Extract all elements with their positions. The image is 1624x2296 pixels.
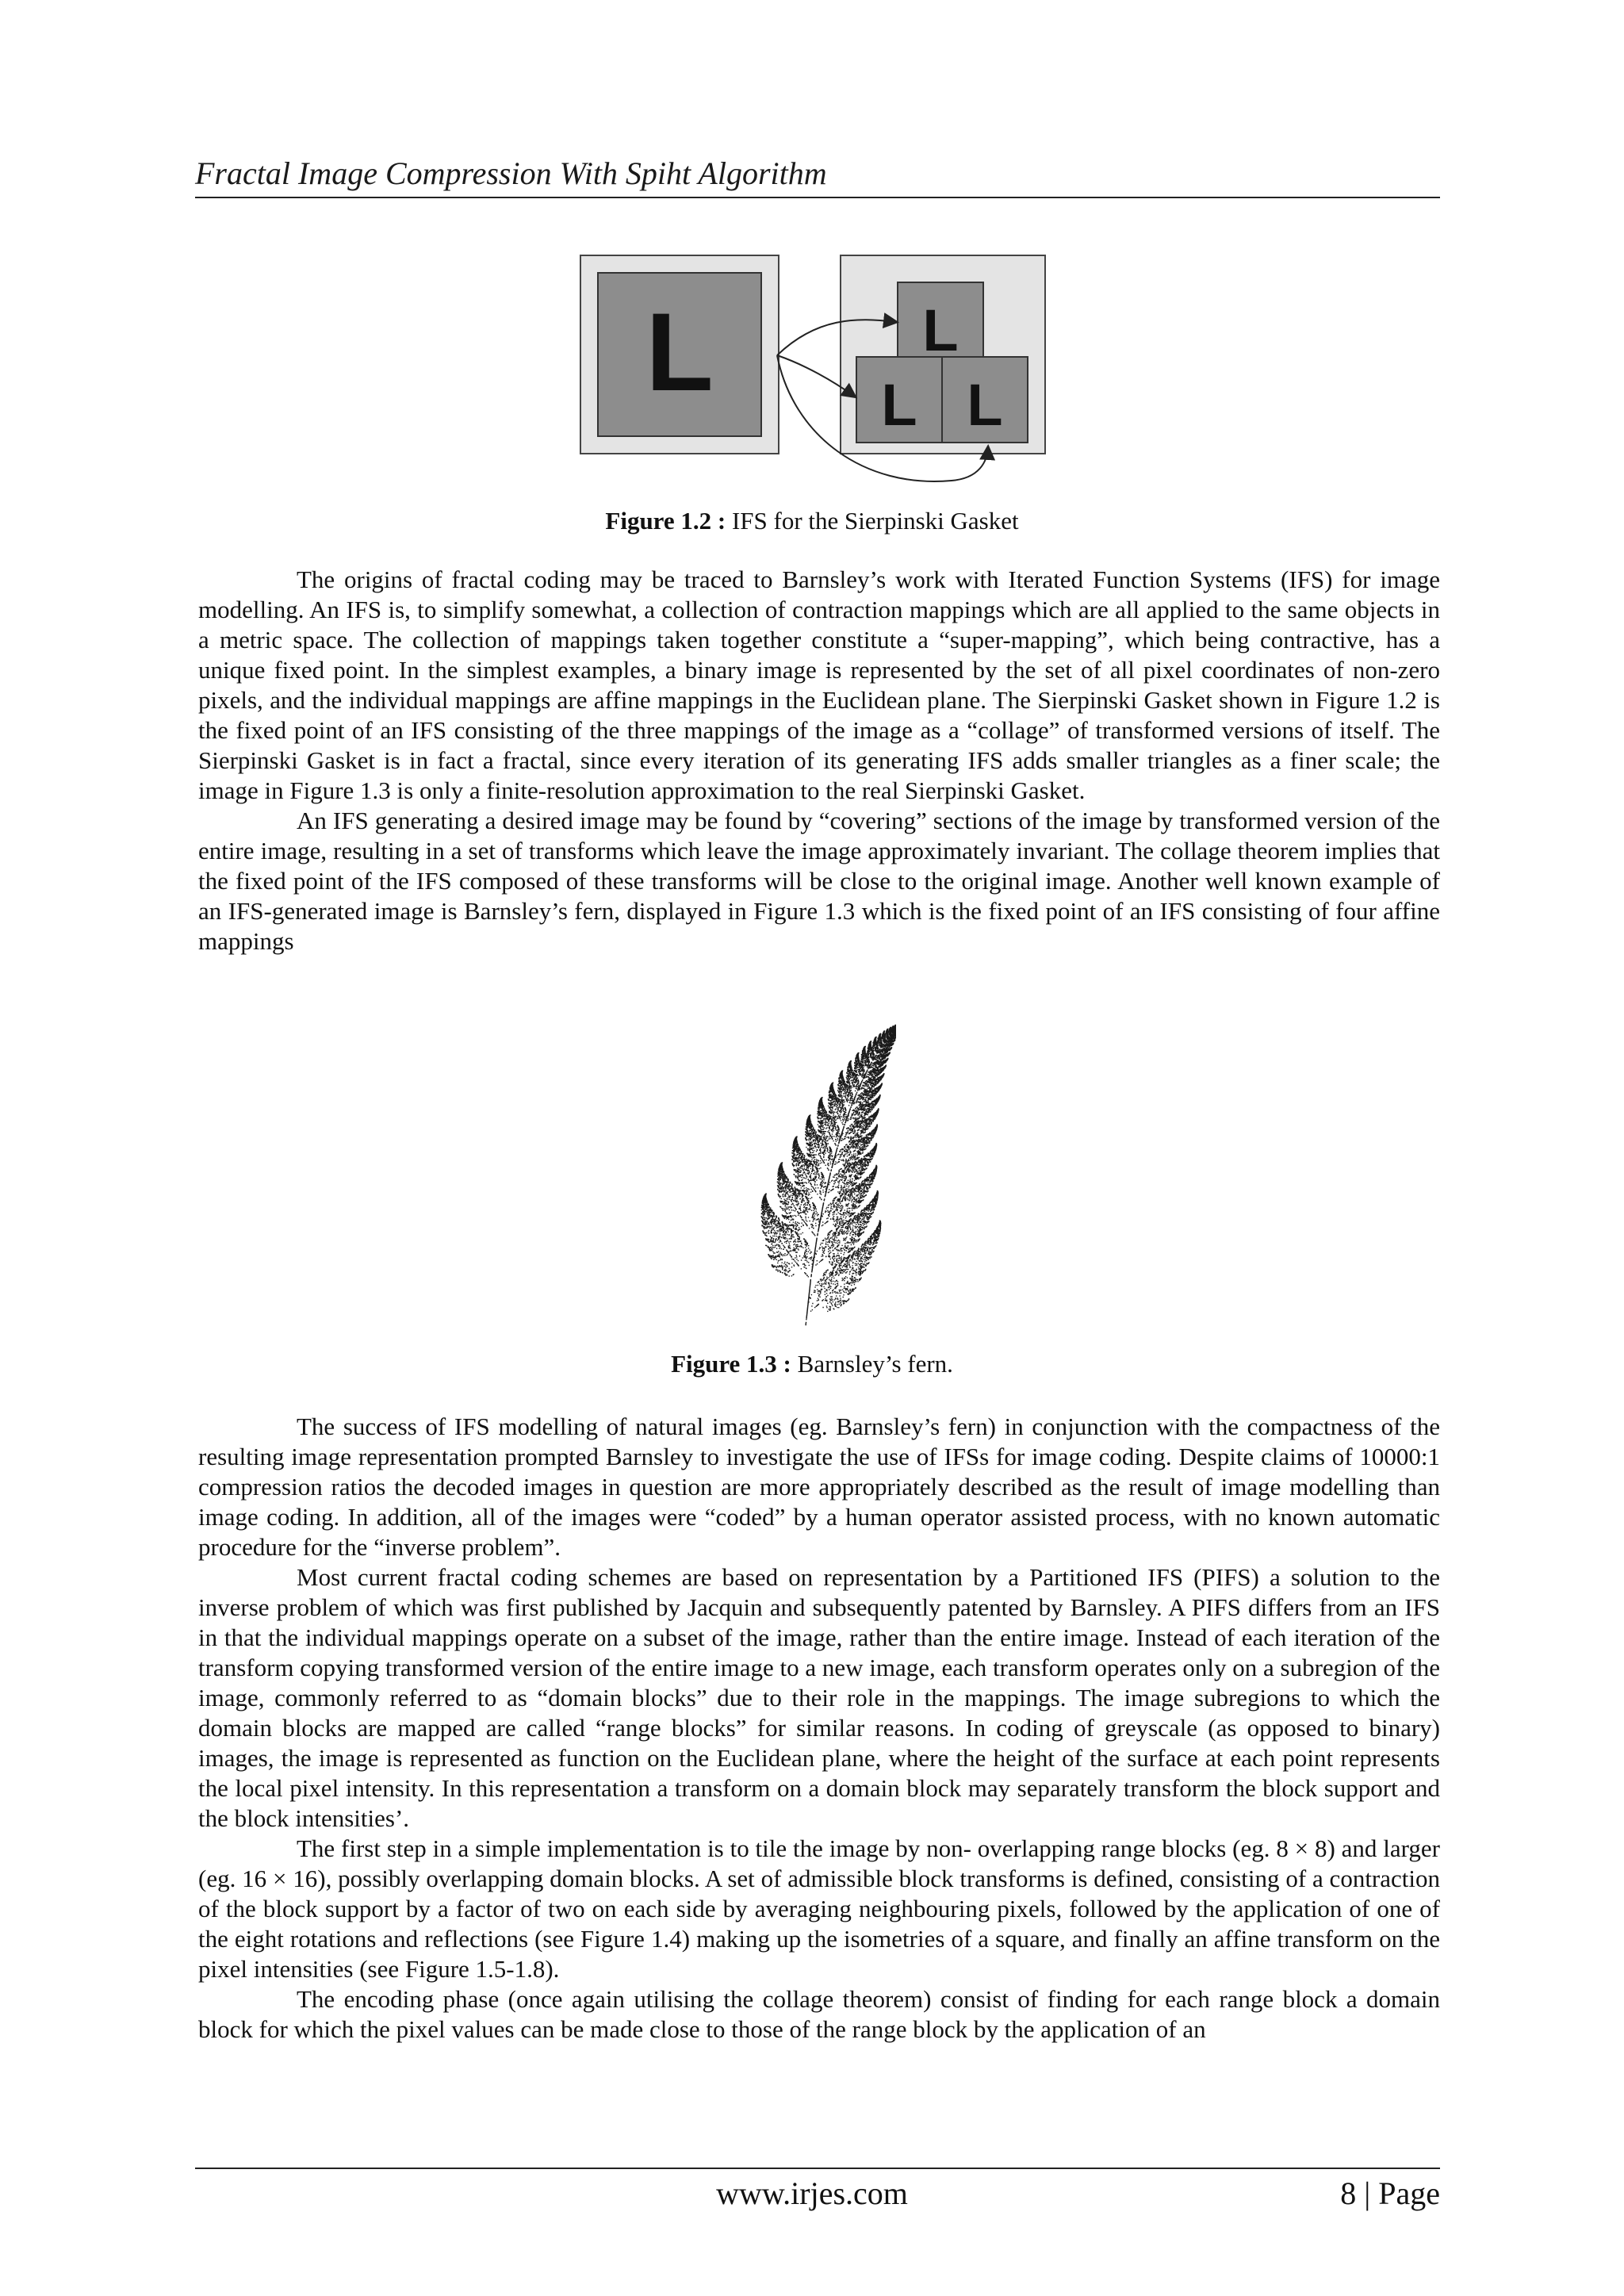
source-glyph: L bbox=[645, 289, 714, 414]
header-rule bbox=[195, 197, 1440, 198]
paragraph: The origins of fractal coding may be traced to Barnsley’s work with Iterated Function Systems (IFS) for image modelling. An IFS is, to simplify somewhat, a collection of contraction mappings which are all applied to the same objects in a metric space. The collection of mappings taken together constitute a “super-mapping”, which being contractive, has a unique fixed point. In the simplest examples, a binary image is represented by the set of all pixel coordinates of non-zero pixels, and the individual mappings are affine mappings in the Euclidean plane. The Sierpinski Gasket shown in Figure 1.2 is the fixed point of an IFS consisting of the three mappings of the image as a “collage” of transformed versions of itself. The Sierpinski Gasket is in fact a fractal, since every iteration of its generating IFS adds smaller triangles as a finer scale; the image in Figure 1.3 is only a finite-resolution approximation to the real Sierpinski Gasket. bbox=[198, 565, 1440, 804]
figure-1-3-caption bbox=[0, 1348, 1624, 1380]
footer-rule bbox=[195, 2168, 1440, 2169]
figure-1-3-label: Figure 1.3 : bbox=[671, 1350, 791, 1378]
running-header: Fractal Image Compression With Spiht Algorithm bbox=[195, 155, 827, 191]
ifs-diagram bbox=[579, 254, 1055, 492]
body-text-upper bbox=[198, 565, 1440, 956]
collage-right-glyph: L bbox=[967, 372, 1003, 438]
figure-1-3 bbox=[737, 1017, 896, 1334]
paragraph: The first step in a simple implementation is to tile the image by non- overlapping range blocks (eg. 8 × 8) and larger (eg. 16 × 16), possibly overlapping domain blocks. A set of admissible block transforms is defined, consisting of a contraction of the block support by a factor of two on each side by averaging neighbouring pixels, followed by the application of one of the eight rotations and reflections (see Figure 1.4) making up the isometries of a square, and finally an affine transform on the pixel intensities (see Figure 1.5-1.8). bbox=[198, 1834, 1440, 1983]
paragraph: The success of IFS modelling of natural images (eg. Barnsley’s fern) in conjunction with the compactness of the resulting image representation prompted Barnsley to investigate the use of IFSs for image coding. Despite claims of 10000:1 compression ratios the decoded images in question are more appropriately described as the result of image modelling than image coding. In addition, all of the images were “coded” by a human operator assisted process, with no known automatic procedure for the “inverse problem”. bbox=[198, 1412, 1440, 1561]
figure-1-2 bbox=[579, 254, 1055, 492]
figure-1-2-label: Figure 1.2 : bbox=[605, 507, 726, 535]
fern-points bbox=[761, 1022, 897, 1325]
figure-1-2-text: IFS for the Sierpinski Gasket bbox=[726, 507, 1019, 535]
page-number: 8 | Page bbox=[1340, 2175, 1440, 2211]
collage-left-glyph: L bbox=[881, 372, 917, 438]
paragraph: An IFS generating a desired image may be found by “covering” sections of the image by transformed version of the entire image, resulting in a set of transforms which leave the image approximately invariant. The collage theorem implies that the fixed point of the IFS composed of these transforms will be close to the original image. Another well known example of an IFS-generated image is Barnsley’s fern, displayed in Figure 1.3 which is the fixed point of an IFS consisting of four affine mappings bbox=[198, 807, 1440, 955]
footer-url: www.irjes.com bbox=[716, 2175, 908, 2211]
figure-1-2-caption bbox=[0, 505, 1624, 537]
barnsley-fern-image bbox=[737, 1017, 896, 1334]
paragraph: Most current fractal coding schemes are based on representation by a Partitioned IFS (PIFS) a solution to the inverse problem of which was first published by Jacquin and subsequently patented by Barnsley. A PIFS differs from an IFS in that the individual mappings operate on a subset of the image, rather than the entire image. Instead of each iteration of the transform copying transformed version of the entire image to a new image, each transform operates only on a subregion of the image, commonly referred to as “domain blocks” due to their role in the mappings. The image subregions to which the domain blocks are mapped are called “range blocks” for similar reasons. In coding of greyscale (as opposed to binary) images, the image is represented as function on the Euclidean plane, where the height of the surface at each point represents the local pixel intensity. In this representation a transform on a domain block may separately transform the block support and the block intensities’. bbox=[198, 1563, 1440, 1832]
collage-top-glyph: L bbox=[922, 297, 959, 363]
paragraph: The encoding phase (once again utilising the collage theorem) consist of finding for each range block a domain block for which the pixel values can be made close to those of the range block by the application of an bbox=[198, 1985, 1440, 2043]
figure-1-3-text: Barnsley’s fern. bbox=[791, 1350, 953, 1378]
body-text-lower bbox=[198, 1412, 1440, 2045]
